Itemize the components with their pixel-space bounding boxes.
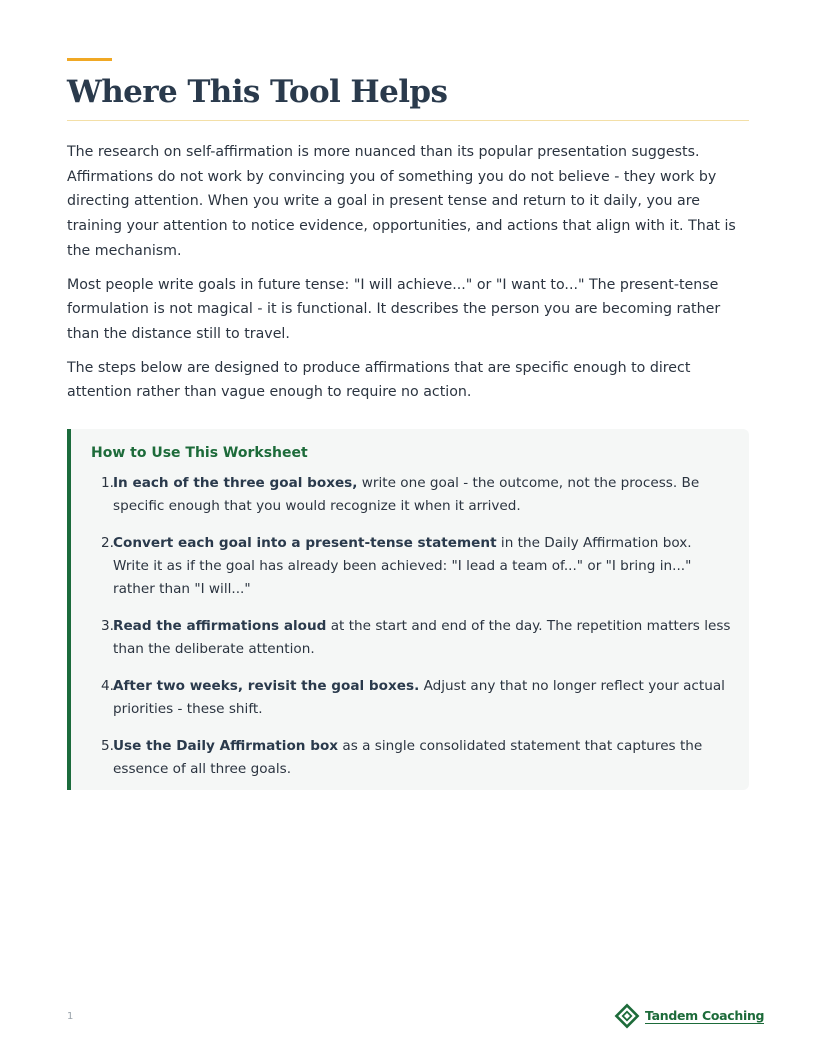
step-lead: In each of the three goal boxes, bbox=[113, 475, 358, 491]
step-lead: After two weeks, revisit the goal boxes. bbox=[113, 678, 420, 694]
intro-paragraph: The research on self-affirmation is more nuanced than its popular presentation suggests. Affirmations do not work by convincing you of something you do not believe - they work by directing attention. When you write a goal in present tense and return to it daily, you are training your attention to notice evidence, opportunities, and actions that align with it. That is the mechanism. bbox=[67, 144, 736, 259]
list-item bbox=[91, 472, 731, 518]
intro-paragraph: Most people write goals in future tense: "I will achieve..." or "I want to..." The present-tense formulation is not magical - it is functional. It describes the person you are becoming rather than the distance still to travel. bbox=[67, 276, 721, 342]
step-lead: Use the Daily Affirmation box bbox=[113, 738, 339, 754]
title-accent-bar bbox=[67, 58, 112, 61]
title-divider bbox=[67, 120, 749, 121]
intro-section bbox=[67, 140, 749, 414]
step-number: 3. bbox=[101, 618, 114, 634]
callout-title: How to Use This Worksheet bbox=[91, 445, 308, 461]
page-title: Where This Tool Helps bbox=[67, 74, 448, 110]
step-text: Adjust any that no longer reflect your actual priorities - these shift. bbox=[113, 678, 725, 717]
list-item bbox=[91, 735, 731, 781]
step-text: write one goal - the outcome, not the process. Be specific enough that you would recognize it when it arrived. bbox=[113, 475, 700, 514]
step-text: in the Daily Affirmation box. Write it as if the goal has already been achieved: "I lead a team of..." or "I bring in..." rather than "I will..." bbox=[113, 535, 692, 597]
list-item bbox=[91, 675, 731, 721]
brand-footer bbox=[614, 1003, 764, 1029]
step-text: at the start and end of the day. The repetition matters less than the deliberate attention. bbox=[113, 618, 731, 657]
worksheet-callout bbox=[67, 429, 749, 790]
intro-paragraph: The steps below are designed to produce affirmations that are specific enough to direct attention rather than vague enough to require no action. bbox=[67, 359, 691, 401]
list-item bbox=[91, 615, 731, 661]
step-number: 2. bbox=[101, 535, 114, 551]
page-number: 1 bbox=[67, 1011, 74, 1022]
brand-name: Tandem Coaching bbox=[645, 1008, 765, 1023]
list-item bbox=[91, 532, 731, 601]
step-number: 1. bbox=[101, 475, 114, 491]
diamond-logo-icon bbox=[614, 1003, 640, 1029]
steps-list bbox=[91, 472, 731, 795]
step-lead: Convert each goal into a present-tense statement bbox=[113, 535, 497, 551]
step-number: 5. bbox=[101, 738, 114, 754]
step-text: as a single consolidated statement that captures the essence of all three goals. bbox=[113, 738, 703, 777]
step-number: 4. bbox=[101, 678, 114, 694]
step-lead: Read the affirmations aloud bbox=[113, 618, 327, 634]
